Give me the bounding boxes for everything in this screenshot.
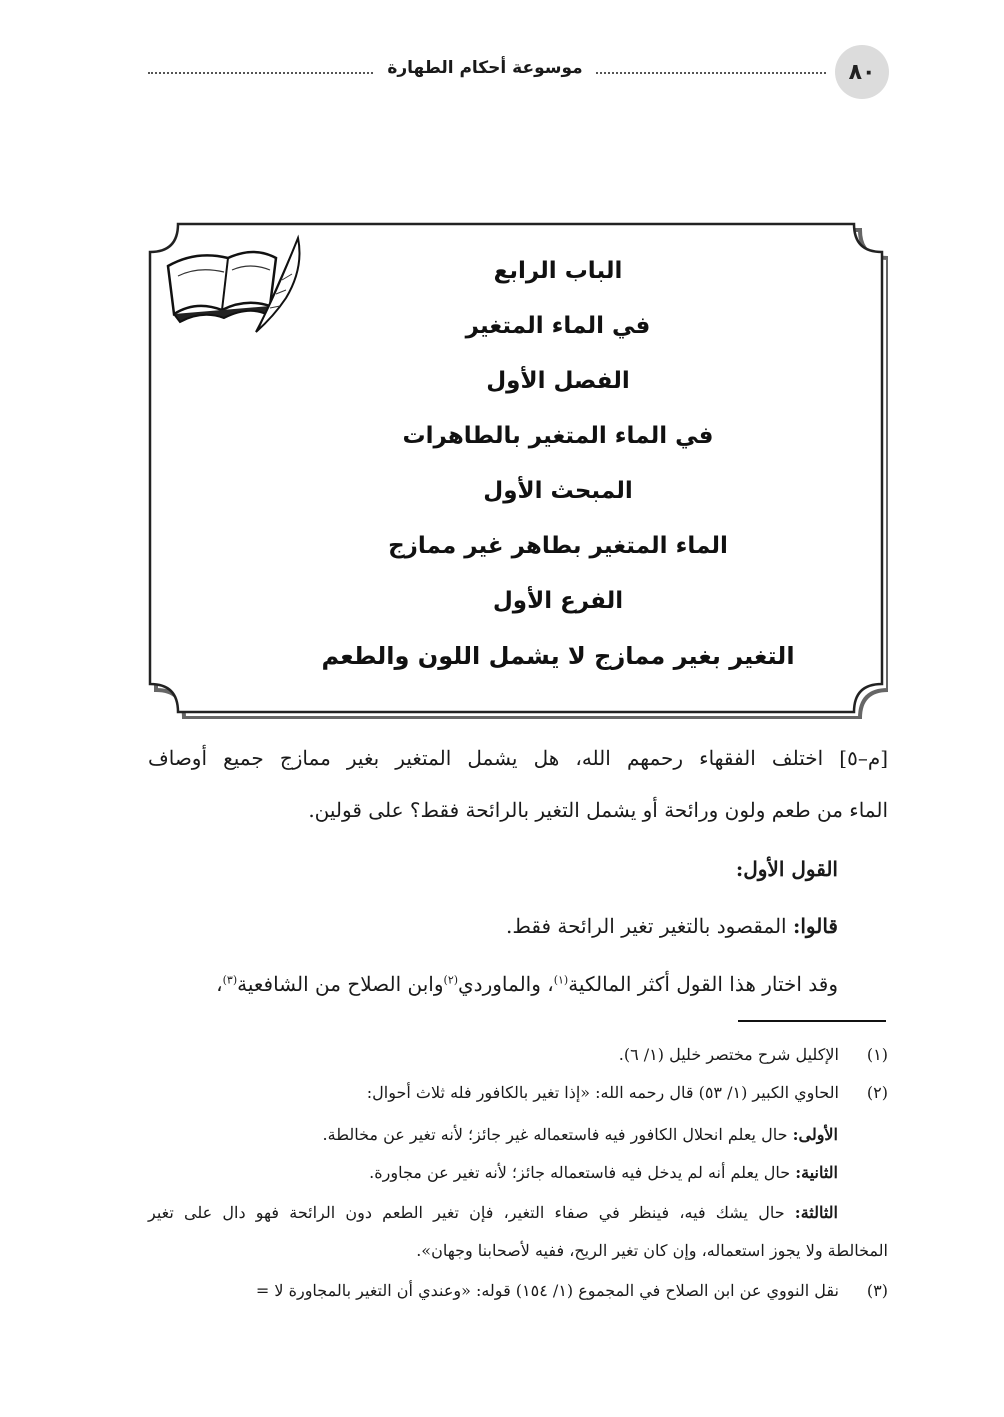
header-dots-right [596,72,826,74]
footnote-2-text: الحاوي الكبير (١/ ٥٣) قال رحمه الله: «إذا تغير بالكافور فله ثلاث أحوال: [366,1083,839,1102]
footnote-3-number: (٣) [866,1281,888,1300]
book-and-quill-icon [166,228,306,338]
chapter-heading: الباب الرابع [493,258,623,284]
footnote-1-text: الإكليل شرح مختصر خليل (١/ ٦). [618,1045,839,1064]
header-dots-left [148,72,373,74]
running-title: موسوعة أحكام الطهارة [387,58,583,78]
said-text: المقصود بالتغير تغير الرائحة فقط. [506,914,793,938]
supporters-text-d: ، [216,972,223,996]
footnote-2-fourth-text: المخالطة ولا يجوز استعماله، وإن كان تغير الريح، ففيه لأصحابنا وجهان». [416,1241,888,1260]
page-number: ٨٠ [835,45,889,99]
paragraph-intro: [م–٥] اختلف الفقهاء رحمهم الله، هل يشمل المتغير بغير ممازج جميع أوصاف [148,746,888,770]
footnote-3-text: نقل النووي عن ابن الصلاح في المجموع (١/ ١٥٤) قوله: «وعندي أن التغير بالمجاورة لا = [255,1281,839,1300]
footnote-1 [148,1038,888,1072]
supporters-text-c: وابن الصلاح من الشافعية [237,972,444,996]
footnote-3 [148,1274,888,1308]
supporters-text-a: وقد اختار هذا القول أكثر المالكية [568,972,838,996]
paragraph-intro-cont: الماء من طعم ولون ورائحة أو يشمل التغير بالرائحة فقط؟ على قولين. [308,798,888,822]
footnote-2-second-label: الثانية: [795,1163,838,1182]
footnote-2-line-3 [148,1196,888,1230]
footnote-2-first-label: الأولى: [792,1125,838,1144]
footnote-1-number: (١) [866,1045,888,1064]
chapter-titles [298,246,818,686]
footnote-2-third-label: الثالثة: [794,1203,838,1222]
footnote-2-number: (٢) [866,1083,888,1102]
footnote-2-third-text: حال يشك فيه، فينظر في صفاء التغير، فإن تغير الطعم دون الرائحة فهو دال على تغير [148,1203,795,1222]
footnote-2 [148,1076,888,1110]
topic-subtitle: الماء المتغير بطاهر غير ممازج [388,533,728,559]
said-label: قالوا: [792,914,838,938]
branch-heading: الفرع الأول [492,588,624,614]
footnote-2-line-1 [148,1118,888,1152]
supporters-paragraph [148,958,888,1010]
section-heading: الفصل الأول [486,368,630,394]
first-opinion-heading: القول الأول: [735,857,838,881]
footnote-2-line-2 [148,1156,888,1190]
footnote-separator [738,1020,886,1022]
topic-heading: المبحث الأول [483,478,633,504]
chapter-title-frame [148,222,888,719]
footnote-ref-1[interactable]: (١) [553,973,569,987]
footnote-ref-3[interactable]: (٣) [222,973,238,987]
footnote-ref-2[interactable]: (٢) [443,973,459,987]
section-subtitle: في الماء المتغير بالطاهرات [402,423,714,449]
chapter-subtitle: في الماء المتغير [465,313,651,339]
supporters-text-b: ، والماوردي [458,972,554,996]
footnote-2-second-text: حال يعلم أنه لم يدخل فيه فاستعماله جائز؛ لأنه تغير عن مجاورة. [369,1163,796,1182]
footnote-2-first-text: حال يعلم انحلال الكافور فيه فاستعماله غير جائز؛ لأنه تغير عن مخالطة. [322,1125,793,1144]
footnote-2-line-4 [148,1234,888,1268]
branch-subtitle: التغير بغير ممازج لا يشمل اللون والطعم [321,642,795,670]
first-opinion-statement [148,900,888,952]
